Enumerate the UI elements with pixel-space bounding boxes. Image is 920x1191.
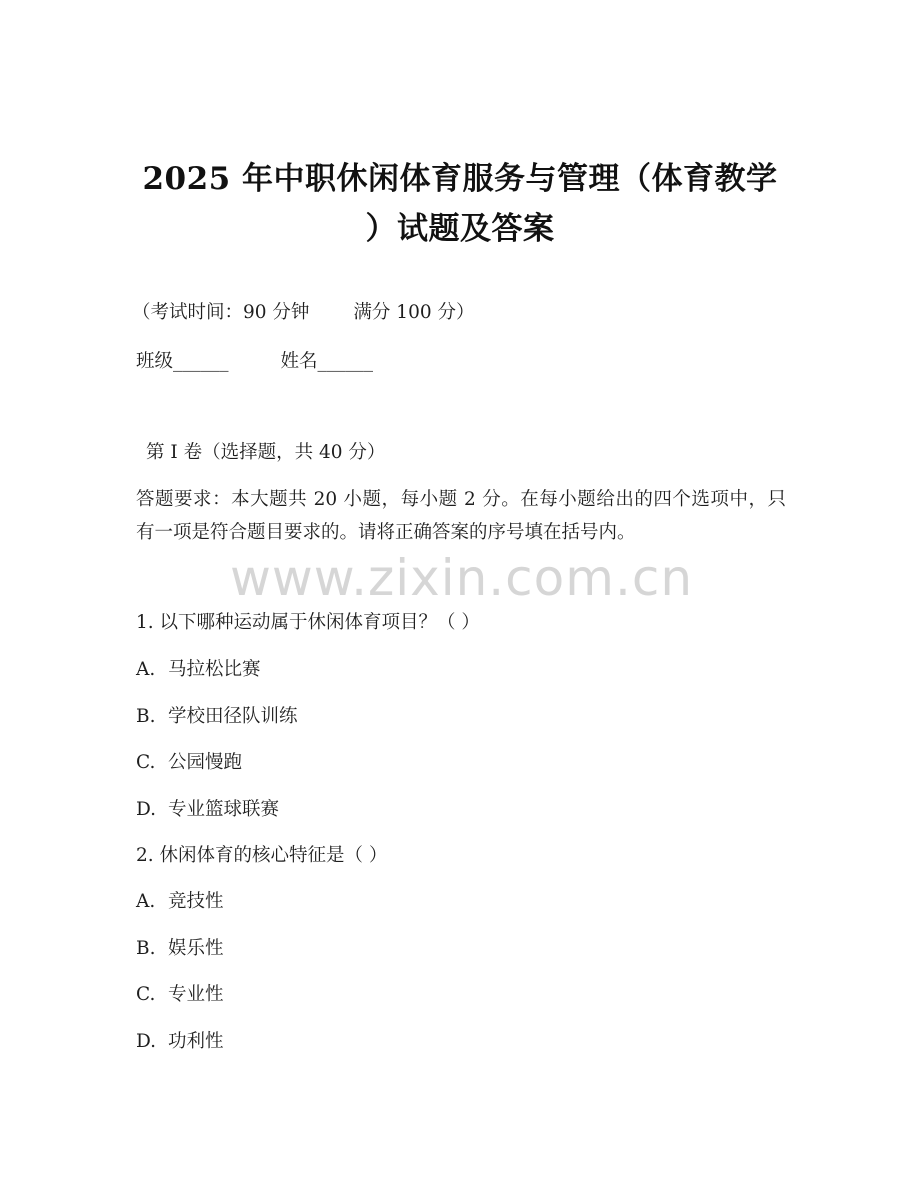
document-title-line-2: ）试题及答案 — [365, 211, 555, 247]
document-title-line-1: 2025 年中职休闲体育服务与管理（体育教学 — [142, 161, 778, 197]
option-1c — [136, 750, 242, 776]
option-text: 娱乐性 — [168, 938, 224, 959]
option-letter: C. — [136, 752, 156, 773]
option-letter: D. — [136, 1031, 157, 1052]
option-letter: D. — [136, 799, 157, 820]
option-text: 马拉松比赛 — [168, 659, 261, 680]
option-2b — [136, 936, 224, 962]
question-stem: 2. 休闲体育的核心特征是（ ） — [136, 845, 388, 866]
option-1d — [136, 797, 279, 823]
option-1b — [136, 704, 298, 730]
option-letter: B. — [136, 938, 156, 959]
class-field: 班级______ — [136, 351, 229, 372]
option-text: 竞技性 — [168, 891, 224, 912]
student-info — [136, 349, 373, 375]
exam-time: （考试时间：90 分钟 — [132, 302, 310, 323]
option-2a — [136, 889, 224, 915]
option-text: 专业性 — [168, 984, 224, 1005]
exam-info — [132, 300, 475, 326]
name-field: 姓名______ — [280, 351, 374, 372]
option-text: 专业篮球联赛 — [168, 799, 280, 820]
option-letter: C. — [136, 984, 156, 1005]
option-text: 公园慢跑 — [168, 752, 243, 773]
option-letter: A. — [136, 659, 156, 680]
section-heading: 第 I 卷（选择题，共 40 分） — [146, 442, 386, 463]
watermark-text: www.zixin.com.cn — [230, 549, 694, 607]
option-letter: A. — [136, 891, 156, 912]
option-text: 学校田径队训练 — [168, 706, 298, 727]
option-1a — [136, 657, 261, 683]
option-text: 功利性 — [168, 1031, 224, 1052]
option-2c — [136, 982, 224, 1008]
instructions: 答题要求：本大题共 20 小题，每小题 2 分。在每小题给出的四个选项中，只有一项是符合题目要求的。请将正确答案的序号填在括号内。 — [136, 489, 786, 543]
option-2d — [136, 1029, 224, 1055]
question-stem: 1. 以下哪种运动属于休闲体育项目？（ ） — [136, 612, 480, 633]
exam-full-score: 满分 100 分） — [353, 302, 475, 323]
option-letter: B. — [136, 706, 156, 727]
